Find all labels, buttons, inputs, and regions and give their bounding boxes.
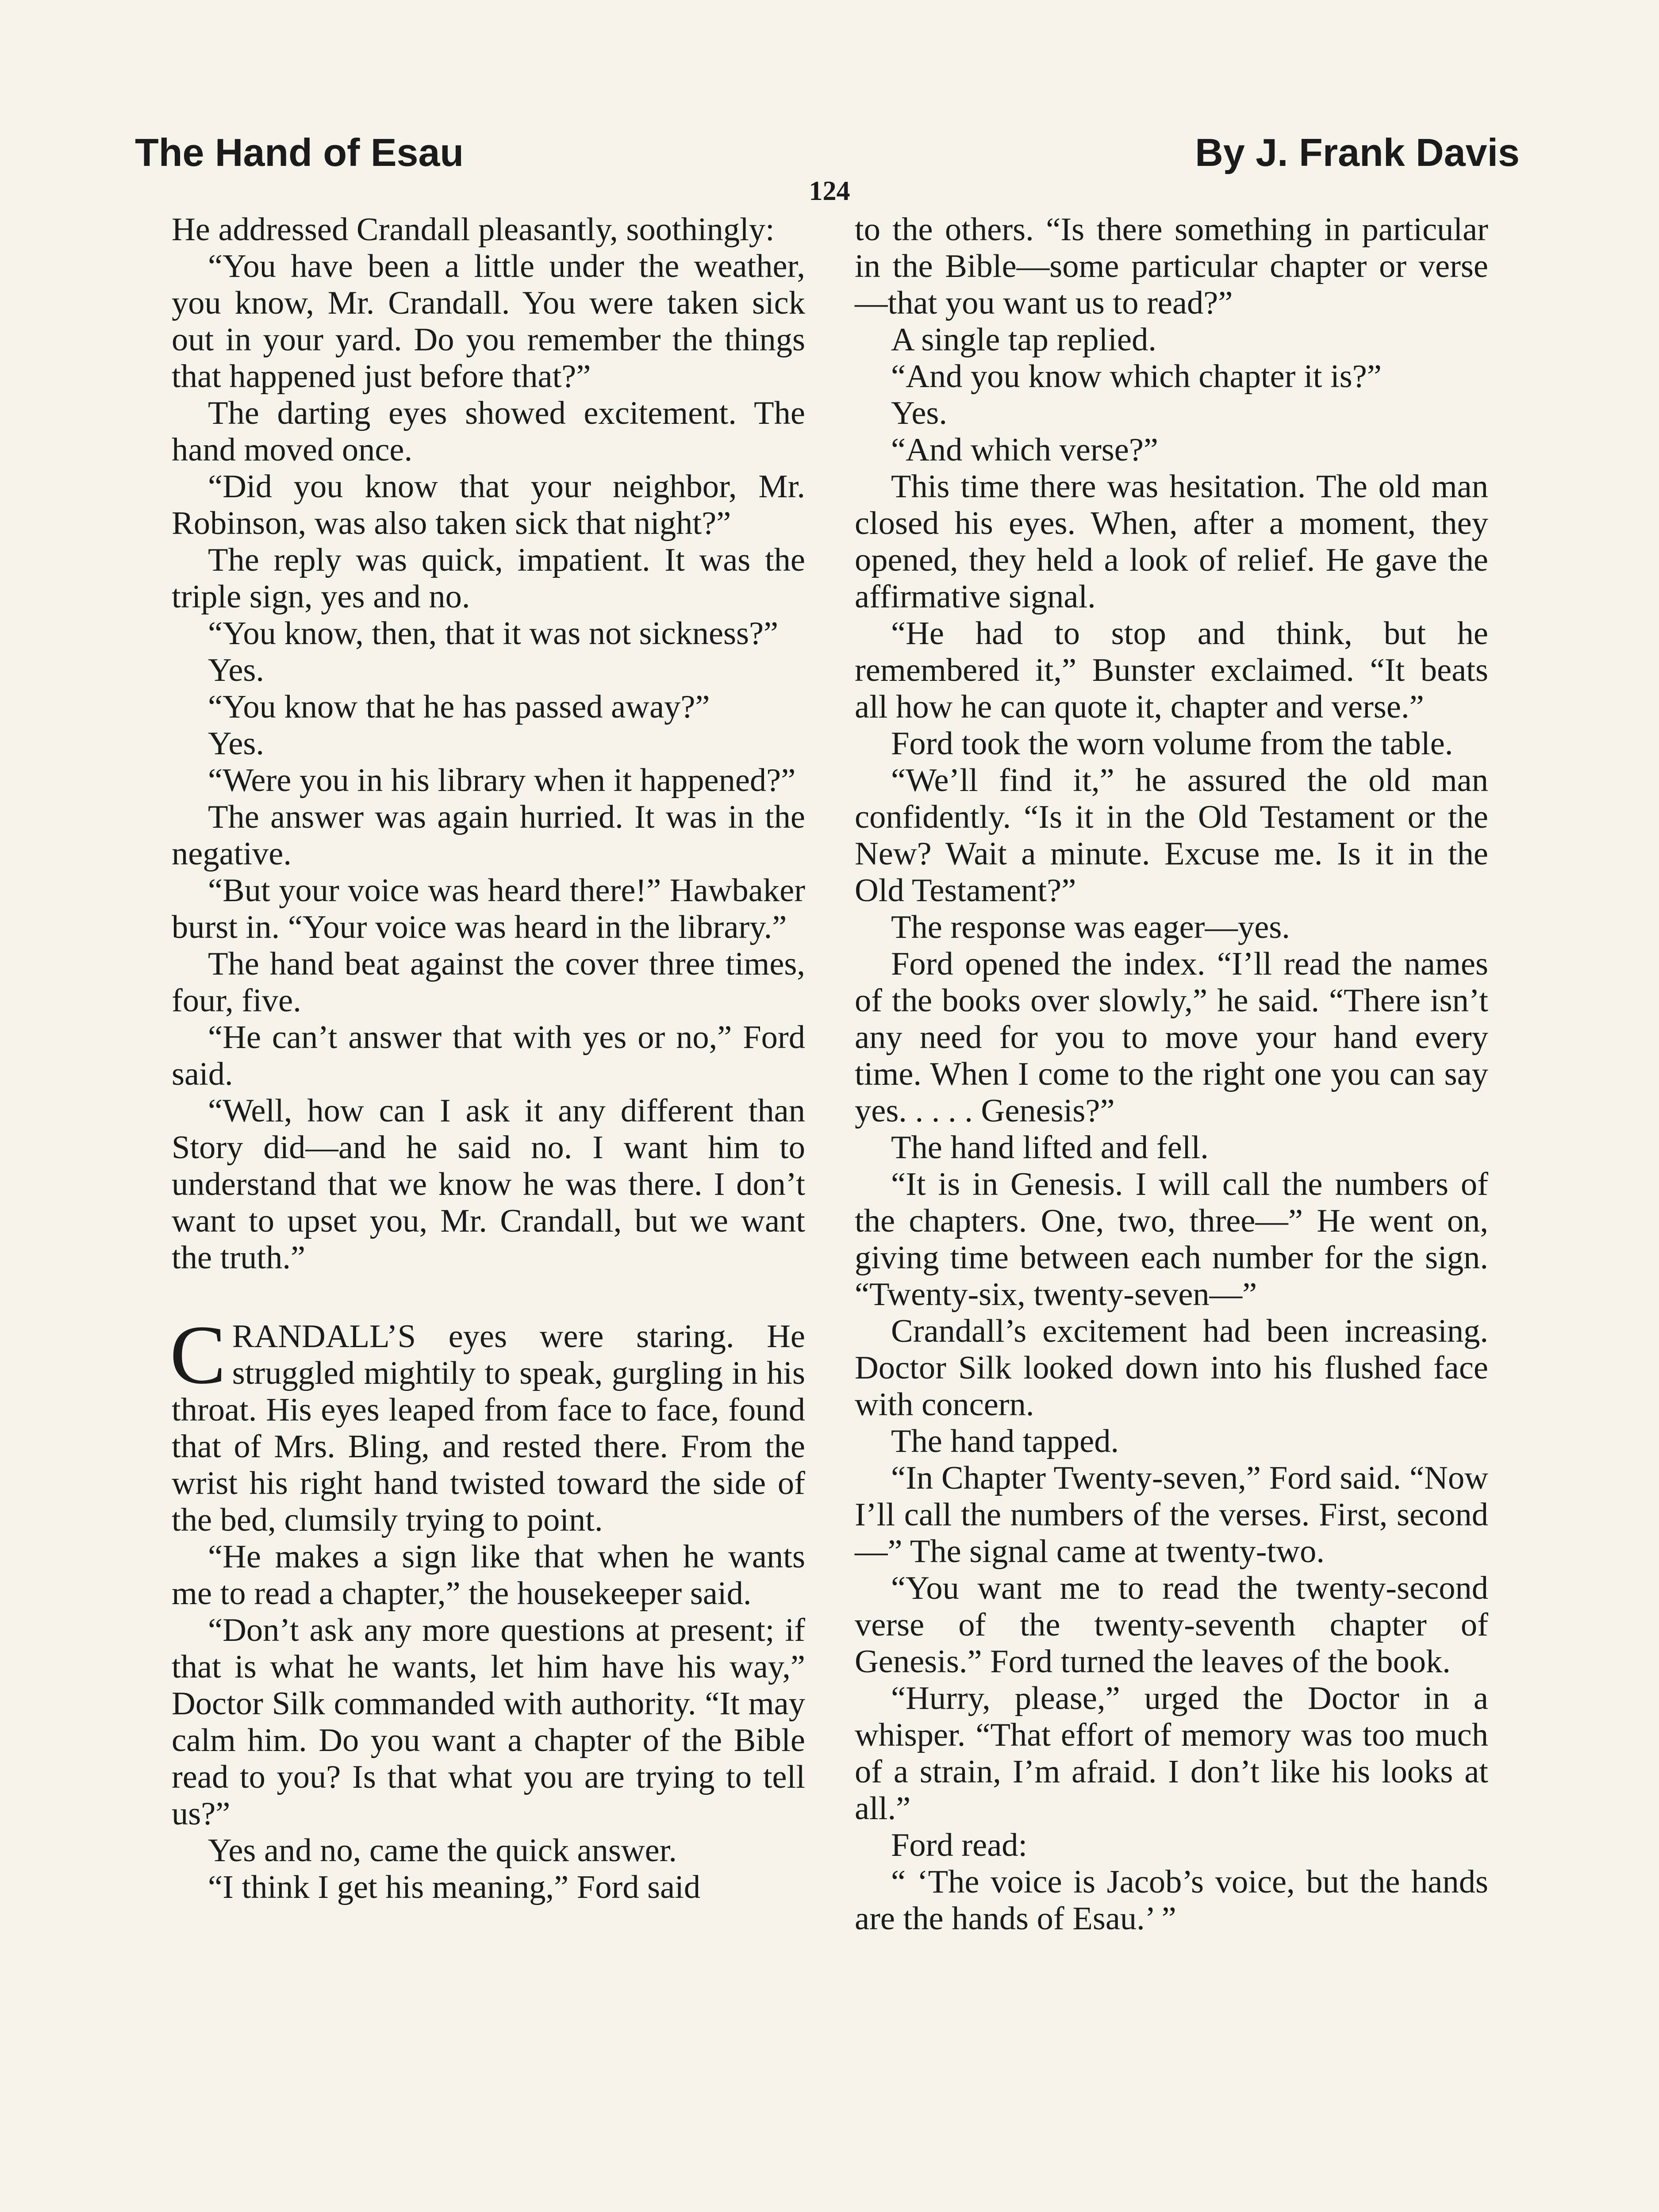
paragraph: The answer was again hurried. It was in the negative. [172,799,805,872]
paragraph: “Hurry, please,” urged the Doctor in a whisper. “That effort of memory was too much of a strain, I’m afraid. I don’t like his looks at all.” [855,1680,1488,1827]
paragraph: The reply was quick, impatient. It was the triple sign, yes and no. [172,542,805,615]
paragraph: He addressed Crandall pleasantly, soothingly: [172,211,775,248]
paragraph: “And which verse?” [891,432,1159,468]
paragraph: “You have been a little under the weather, you know, Mr. Crandall. You were taken sick out in your yard. Do you remember the things that happened just before that?” [172,248,805,395]
paragraph: Yes and no, came the quick answer. [208,1832,677,1869]
paragraph: “Were you in his library when it happened?” [208,762,796,799]
paragraph: The hand lifted and fell. [891,1129,1209,1166]
paragraph: “We’ll find it,” he assured the old man confidently. “Is it in the Old Testament or the New? Wait a minute. Excuse me. Is it in the Old Testament?” [855,762,1488,909]
paragraph: “But your voice was heard there!” Hawbaker burst in. “Your voice was heard in the library.” [172,872,805,945]
paragraph: “You know that he has passed away?” [208,689,710,725]
paragraph: Ford took the worn volume from the table. [891,726,1453,762]
paragraph: “In Chapter Twenty-seven,” Ford said. “Now I’ll call the numbers of the verses. First, second—” The signal came at twenty-two. [855,1460,1488,1570]
dropcap-paragraph-text: RANDALL’S eyes were staring. He struggled mightily to speak, gurgling in his throat. His eyes leaped from face to face, found that of Mrs. Bling, and rested there. From the wrist his right hand twisted toward the side of the bed, clumsily trying to point. [172,1318,805,1538]
paragraph: “You want me to read the twenty-second verse of the twenty-seventh chapter of Genesis.” Ford turned the leaves of the book. [855,1570,1488,1680]
paragraph: This time there was hesitation. The old man closed his eyes. When, after a moment, they opened, they held a look of relief. He gave the affirmative signal. [855,469,1488,615]
paragraph: The response was eager—yes. [891,909,1290,945]
paragraph: “You know, then, that it was not sickness?” [208,615,779,652]
paragraph: Yes. [891,395,948,431]
paragraph: Yes. [208,652,265,688]
story-title: The Hand of Esau [135,131,464,174]
paragraph: The darting eyes showed excitement. The hand moved once. [172,395,805,468]
paragraph: Ford read: [891,1827,1028,1863]
paragraph: The hand beat against the cover three times, four, five. [172,946,805,1019]
section-break [172,1276,805,1318]
left-column [172,211,805,1906]
paragraph: “Don’t ask any more questions at present; if that is what he wants, let him have his way,” Doctor Silk commanded with authority. “It may calm him. Do you want a chapter of the Bible read to you? Is that what you are trying to tell us?” [172,1612,805,1832]
right-column [855,211,1488,1937]
page-number: 124 [809,176,850,206]
dropcap-paragraph [170,1309,805,1539]
paragraph: Ford opened the index. “I’ll read the names of the books over slowly,” he said. “There isn’t any need for you to move your hand every time. When I come to the right one you can say yes. . . . . Genesis?” [855,946,1488,1129]
paragraph: A single tap replied. [891,322,1157,358]
page-header [135,124,1520,181]
paragraph: Crandall’s excitement had been increasing. Doctor Silk looked down into his flushed face with concern. [855,1313,1488,1423]
paragraph: “ ‘The voice is Jacob’s voice, but the hands are the hands of Esau.’ ” [855,1864,1488,1937]
paragraph: “It is in Genesis. I will call the numbers of the chapters. One, two, three—” He went on, giving time between each number for the sign. “Twenty-six, twenty-seven—” [855,1166,1488,1313]
paragraph: “He had to stop and think, but he remembered it,” Bunster exclaimed. “It beats all how he can quote it, chapter and verse.” [855,615,1488,725]
paragraph: The hand tapped. [891,1423,1119,1459]
paragraph: “And you know which chapter it is?” [891,358,1382,395]
paragraph: “Well, how can I ask it any different than Story did—and he said no. I want him to understand that we know he was there. I don’t want to upset you, Mr. Crandall, but we want the truth.” [172,1093,805,1276]
author-byline: By J. Frank Davis [1195,131,1520,174]
paragraph: Yes. [208,726,265,762]
drop-cap: C [170,1309,226,1402]
paragraph: “He makes a sign like that when he wants me to read a chapter,” the housekeeper said. [172,1539,805,1612]
paragraph: “He can’t answer that with yes or no,” Ford said. [172,1019,805,1092]
paragraph: “Did you know that your neighbor, Mr. Robinson, was also taken sick that night?” [172,469,805,541]
paragraph: “I think I get his meaning,” Ford said [208,1869,701,1905]
paragraph: to the others. “Is there something in particular in the Bible—some particular chapter or verse—that you want us to read?” [855,211,1488,321]
